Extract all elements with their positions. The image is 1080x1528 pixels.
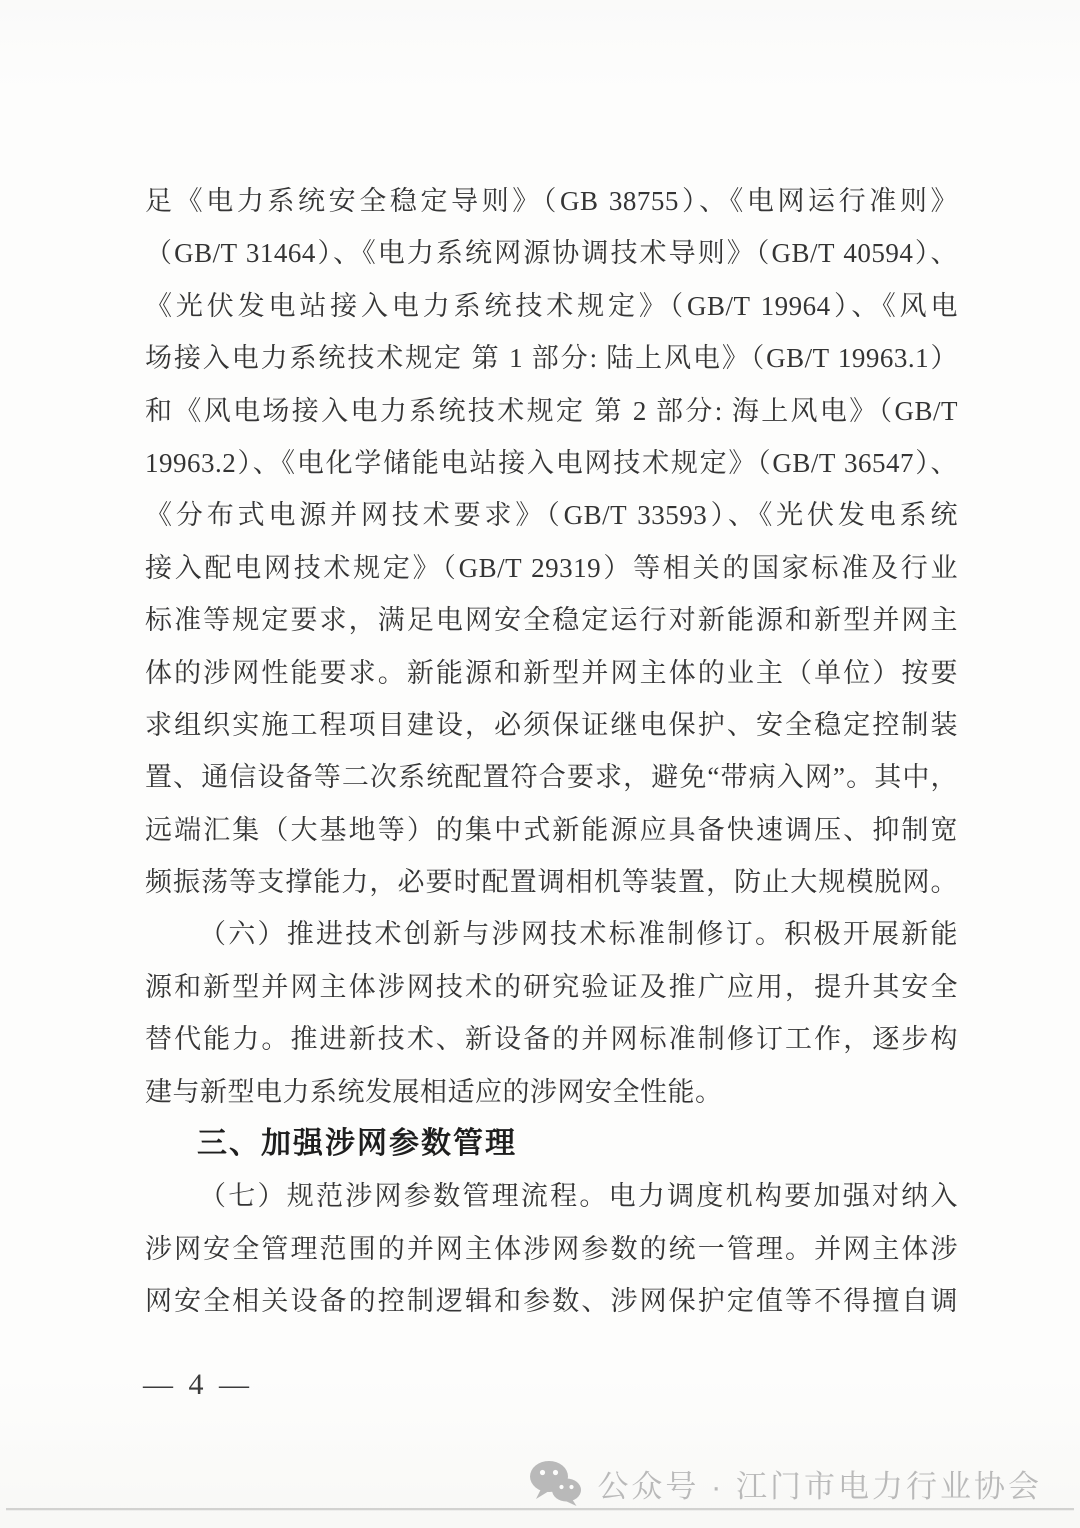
text-line: 《光伏发电站接入电力系统技术规定》（GB/T 19964）、《风电 <box>145 290 958 321</box>
footer-divider <box>6 1508 1074 1510</box>
text-line: 求组织实施工程项目建设，必须保证继电保护、安全稳定控制装 <box>145 709 958 740</box>
text-line: 《分布式电源并网技术要求》（GB/T 33593）、《光伏发电系统 <box>145 500 958 531</box>
text-line: （GB/T 31464）、《电力系统网源协调技术导则》（GB/T 40594）、 <box>145 238 958 269</box>
text-line: 体的涉网性能要求。新能源和新型并网主体的业主（单位）按要 <box>145 657 958 688</box>
text-line: 远端汇集（大基地等）的集中式新能源应具备快速调压、抑制宽 <box>145 814 958 845</box>
wechat-account-label: 公众号 · 江门市电力行业协会 <box>597 1468 1042 1504</box>
footer <box>529 1460 1042 1506</box>
text-line: 替代能力。推进新技术、新设备的并网标准制修订工作，逐步构 <box>145 1024 958 1055</box>
text-line: 标准等规定要求，满足电网安全稳定运行对新能源和新型并网主 <box>145 605 958 636</box>
text-line: 网安全相关设备的控制逻辑和参数、涉网保护定值等不得擅自调 <box>145 1286 958 1317</box>
text-line: 和《风电场接入电力系统技术规定 第 2 部分: 海上风电》（GB/T <box>145 395 958 426</box>
text-line: 频振荡等支撑能力，必要时配置调相机等装置，防止大规模脱网。 <box>145 867 958 898</box>
text-line: 建与新型电力系统发展相适应的涉网安全性能。 <box>145 1076 723 1107</box>
section-heading: 三、加强涉网参数管理 <box>197 1127 517 1161</box>
document-body <box>145 175 958 1328</box>
text-line: 涉网安全管理范围的并网主体涉网参数的统一管理。并网主体涉 <box>145 1233 958 1264</box>
text-line: （六）推进技术创新与涉网技术标准制修订。积极开展新能 <box>199 919 958 950</box>
text-line: 源和新型并网主体涉网技术的研究验证及推广应用，提升其安全 <box>145 971 958 1002</box>
text-line: 场接入电力系统技术规定 第 1 部分: 陆上风电》（GB/T 19963.1） <box>145 343 958 374</box>
text-line: 19963.2）、《电化学储能电站接入电网技术规定》（GB/T 36547）、 <box>145 447 958 478</box>
page-number: — 4 — <box>143 1368 253 1401</box>
text-line: （七）规范涉网参数管理流程。电力调度机构要加强对纳入 <box>199 1181 958 1212</box>
text-line: 足《电力系统安全稳定导则》（GB 38755）、《电网运行准则》 <box>145 186 958 216</box>
text-line: 接入配电网技术规定》（GB/T 29319）等相关的国家标准及行业 <box>145 552 958 583</box>
text-line: 置、通信设备等二次系统配置符合要求，避免“带病入网”。其中， <box>145 762 958 793</box>
wechat-icon <box>529 1460 583 1506</box>
